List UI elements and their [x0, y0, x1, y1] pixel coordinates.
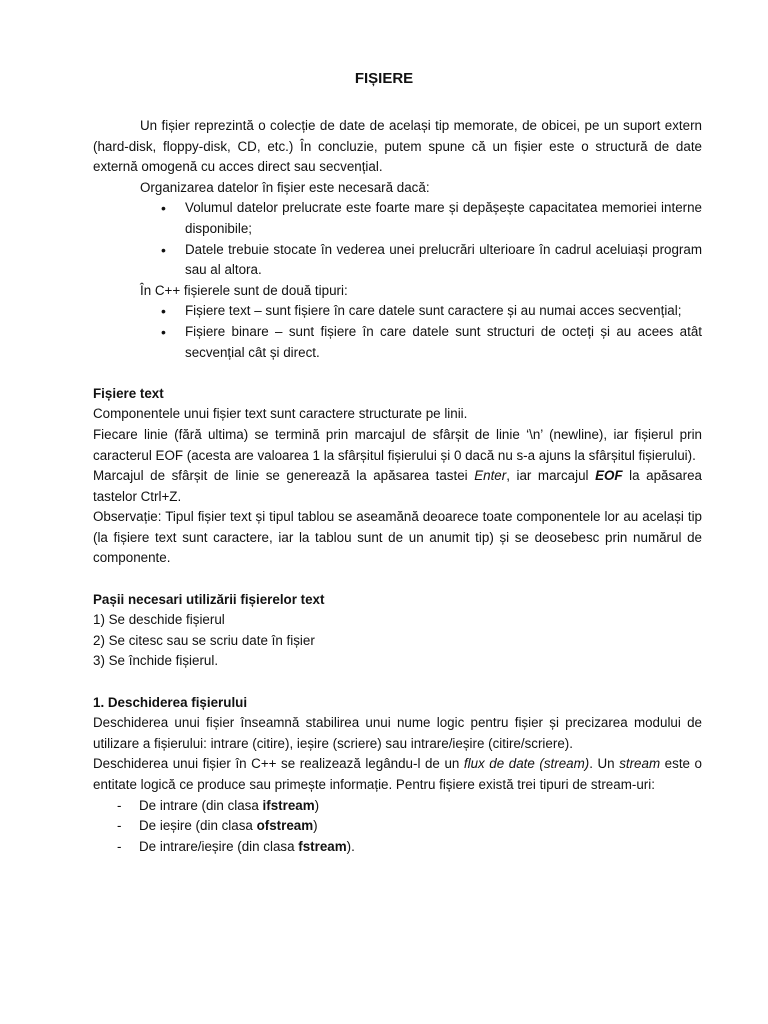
- stream-paragraph: Deschiderea unui fișier în C++ se realizează legându-l de un flux de date (stream). Un stream este o entitate logică ce produce sau primește informație. Pentru fișiere există trei tipuri de stream-uri:: [93, 756, 702, 792]
- list-item: • Fișiere text – sunt fișiere în care datele sunt caractere și au numai acces secvențial;: [185, 301, 702, 322]
- document-body: [93, 116, 702, 857]
- file-types-list: [93, 301, 702, 363]
- marker-paragraph: Marcajul de sfârșit de linie se generează la apăsarea tastei Enter, iar marcajul EOF la apăsarea tastelor Ctrl+Z.: [93, 468, 702, 504]
- step-item: 1) Se deschide fișierul: [93, 612, 225, 628]
- types-paragraph: În C++ fișierele sunt de două tipuri:: [140, 282, 348, 298]
- observation-paragraph: Observație: Tipul fișier text și tipul tablou se aseamănă deoarece toate componentele lor au același tip (la fișiere text sunt caractere, iar la tablou sunt de un anumit tip) și se deosebesc prin numărul de componente.: [93, 509, 702, 566]
- list-item: - De intrare/ieșire (din clasa fstream).: [139, 837, 702, 858]
- organization-list: [93, 198, 702, 280]
- intro-paragraph: Un fișier reprezintă o colecție de date de același tip memorate, de obicei, pe un suport extern (hard-disk, floppy-disk, CD, etc.) În concluzie, putem spune că un fișier este o structură de date externă omogenă cu acces direct sau secvențial.: [93, 118, 702, 175]
- newline-paragraph: Fiecare linie (fără ultima) se termină prin marcajul de sfârșit de linie ‘\n’ (newline), iar fișierul prin caracterul EOF (acesta are valoarea 1 la sfârșitul fișierului și 0 dacă nu s-a ajuns la sfârșitul fișierului).: [93, 426, 702, 463]
- list-item: - De ieșire (din clasa ofstream): [139, 816, 702, 837]
- section-heading-text-files: Fișiere text: [93, 385, 164, 401]
- list-item: • Volumul datelor prelucrate este foarte mare și depășește capacitatea memoriei interne disponibile;: [185, 198, 702, 239]
- stream-types-list: [93, 796, 702, 858]
- section-heading-opening: 1. Deschiderea fișierului: [93, 694, 248, 710]
- organization-paragraph: Organizarea datelor în fișier este necesară dacă:: [140, 179, 430, 195]
- page-title: FIȘIERE: [354, 70, 414, 87]
- list-item: • Datele trebuie stocate în vederea unei prelucrări ulterioare în cadrul aceluiași program sau al altora.: [185, 240, 702, 281]
- list-item: - De intrare (din clasa ifstream): [139, 796, 702, 817]
- step-item: 3) Se închide fișierul.: [93, 653, 219, 669]
- text-files-paragraph: Componentele unui fișier text sunt caractere structurate pe linii.: [93, 406, 468, 422]
- section-heading-steps: Pașii necesari utilizării fișierelor text: [93, 591, 325, 607]
- opening-paragraph: Deschiderea unui fișier înseamnă stabilirea unui nume logic pentru fișier și precizarea modului de utilizare a fișierului: intrare (citire), ieșire (scriere) sau intrare/ieșire (citire/scriere).: [93, 715, 702, 751]
- step-item: 2) Se citesc sau se scriu date în fișier: [93, 632, 315, 648]
- list-item: • Fișiere binare – sunt fișiere în care datele sunt structuri de octeți și au acees atât secvențial cât și direct.: [185, 322, 702, 363]
